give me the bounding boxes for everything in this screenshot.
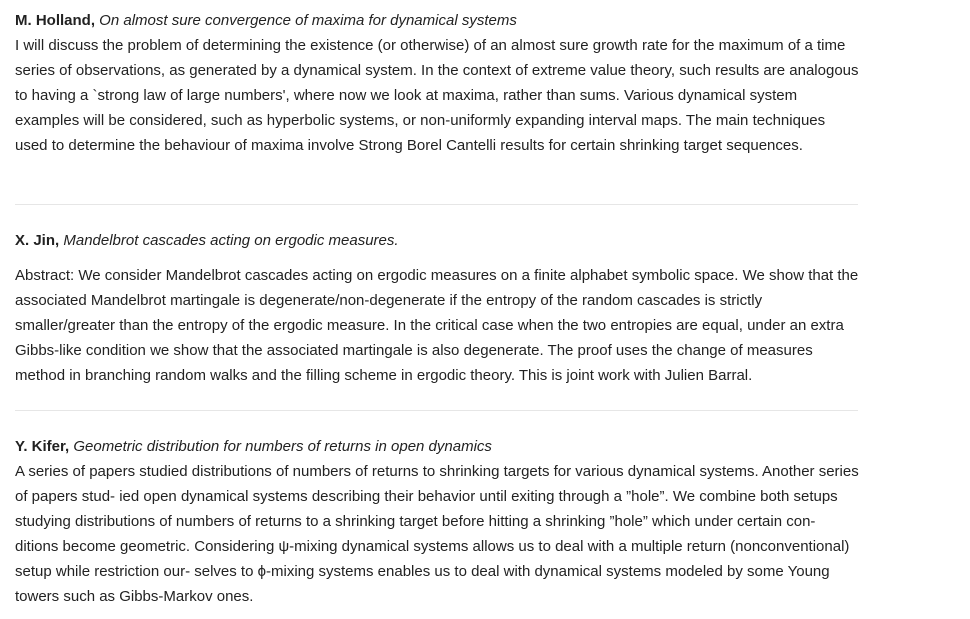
abstract-body: Abstract: We consider Mandelbrot cascades acting on ergodic measures on a finite alphabet symbolic space. We show that the associated Mandelbrot martingale is degenerate/non-degenerate if the entropy of the random cascades is strictly smaller/greater than the entropy of the ergodic measure. In the critical case when the two entropies are equal, under an extra Gibbs-like condition we show that the associated martingale is also degenerate. The proof uses the change of measures method in branching random walks and the filling scheme in ergodic theory. This is joint work with Julien Barral. — [15, 267, 859, 384]
section-divider — [15, 410, 858, 411]
talk-title: On almost sure convergence of maxima for dynamical systems — [99, 12, 517, 29]
speaker-name: M. Holland, — [15, 12, 95, 29]
speaker-name: Y. Kifer, — [15, 438, 70, 455]
abstract-body: I will discuss the problem of determining the existence (or otherwise) of an almost sure growth rate for the maximum of a time series of observations, as generated by a dynamical system. In the context of extreme value theory, such results are analogous to having a `strong law of large numbers', where now we look at maxima, rather than sums. Various dynamical system examples will be considered, such as hyperbolic systems, or non-uniformly expanding interval maps. The main techniques used to determine the behaviour of maxima involve Strong Borel Cantelli results for certain shrinking target sequences. — [15, 37, 859, 154]
talk-title: Mandelbrot cascades acting on ergodic measures. — [63, 232, 399, 249]
abstract-heading — [15, 228, 860, 253]
abstract-jin — [15, 228, 860, 388]
abstract-heading — [15, 8, 860, 33]
abstract-heading — [15, 434, 860, 459]
section-divider — [15, 204, 858, 205]
abstract-body: A series of papers studied distributions of numbers of returns to shrinking targets for various dynamical systems. Another series of papers stud- ied open dynamical systems describing their behavior until exiting through a ”hole”. We combine both setups studying distributions of numbers of returns to a shrinking target before hitting a shrinking ”hole” which under certain con- ditions become geometric. Considering ψ-mixing dynamical systems allows us to deal with a multiple return (nonconventional) setup while restriction our- selves to ϕ-mixing systems enables us to deal with dynamical systems modeled by some Young towers such as Gibbs-Markov ones. — [15, 463, 859, 605]
speaker-name: X. Jin, — [15, 232, 60, 249]
talk-title: Geometric distribution for numbers of returns in open dynamics — [73, 438, 492, 455]
abstract-holland — [15, 8, 860, 158]
abstract-kifer — [15, 434, 860, 609]
